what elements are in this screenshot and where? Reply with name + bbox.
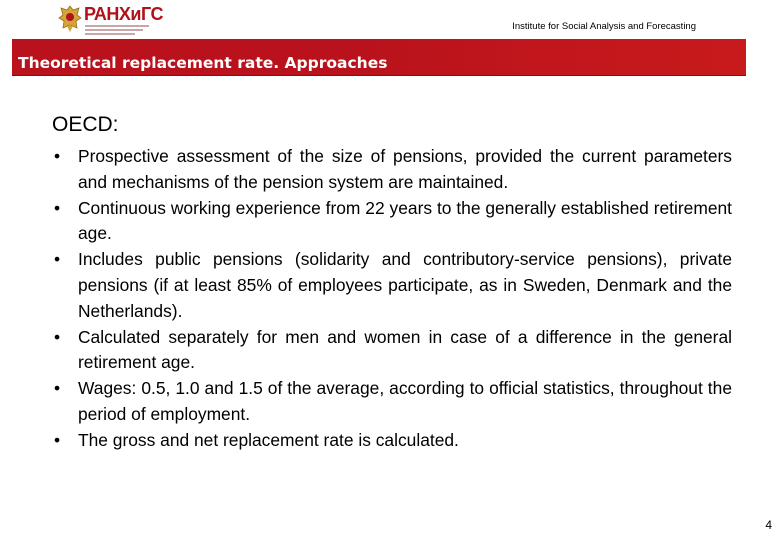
bullet-text: Prospective assessment of the size of pensions, provided the current parameters and mechanisms of the pension system are maintained. bbox=[78, 146, 732, 192]
list-item bbox=[52, 247, 732, 324]
list-item bbox=[52, 144, 732, 196]
ranepa-logo bbox=[58, 4, 178, 38]
list-item bbox=[52, 428, 732, 454]
eagle-emblem-icon bbox=[58, 4, 82, 34]
bullet-text: The gross and net replacement rate is calculated. bbox=[78, 429, 459, 450]
section-heading: OECD: bbox=[52, 113, 119, 136]
bullet-icon: • bbox=[54, 326, 61, 347]
bullet-icon: • bbox=[54, 249, 61, 270]
bullet-text: Wages: 0.5, 1.0 and 1.5 of the average, according to official statistics, throughout the period of employment. bbox=[78, 378, 732, 424]
list-item bbox=[52, 196, 732, 248]
bullet-list bbox=[52, 144, 732, 454]
bullet-text: Continuous working experience from 22 years to the generally established retirement age. bbox=[78, 197, 732, 244]
list-item bbox=[52, 325, 732, 377]
slide-title: Theoretical replacement rate. Approaches bbox=[18, 54, 388, 72]
page-number: 4 bbox=[765, 518, 772, 532]
bullet-icon: • bbox=[54, 378, 61, 399]
logo-wordmark: РАНХиГС bbox=[84, 4, 163, 24]
title-bar bbox=[12, 39, 746, 76]
list-item bbox=[52, 376, 732, 428]
logo-subtitle-lines bbox=[85, 25, 149, 37]
bullet-icon: • bbox=[54, 429, 61, 450]
bullet-text: Calculated separately for men and women in case of a difference in the general retirement age. bbox=[78, 326, 732, 373]
institute-name: Institute for Social Analysis and Forecasting bbox=[512, 21, 696, 32]
bullet-icon: • bbox=[54, 197, 61, 218]
bullet-text: Includes public pensions (solidarity and contributory-service pensions), private pensions (if at least 85% of employees participate, as in Sweden, Denmark and the Netherlands). bbox=[78, 249, 732, 321]
bullet-icon: • bbox=[54, 146, 61, 166]
